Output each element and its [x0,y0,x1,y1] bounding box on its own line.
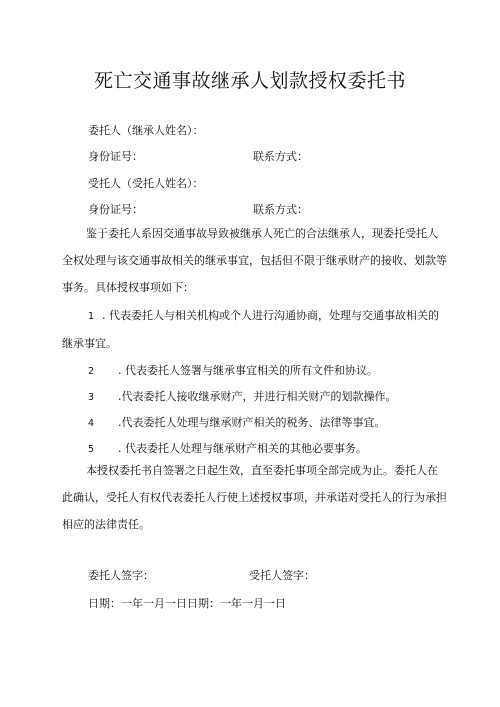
principal-name-label: 委托人（继承人姓名）： [88,124,204,137]
principal-signature-label: 委托人签字： [88,569,154,582]
item-number: 5 [88,444,95,455]
item-number: 3 [88,392,95,403]
item-text: .代表委托人接收继承财产，并进行相关财产的划款操作。 [118,390,397,403]
item-text: . 代表委托人与相关机构或个人进行沟通协商，处理与交通事故相关的继承事宜。 [62,309,439,350]
date-line: 日期：一年一月一日日期：一年一月一日 [88,597,286,610]
list-item [88,362,378,378]
closing-paragraph [62,457,447,538]
item-text: . 代表委托人签署与继承事宜相关的所有文件和协议。 [118,364,378,377]
agent-signature-label: 受托人签字： [249,569,315,582]
item-number: 1 [88,311,95,322]
closing-text: 本授权委托书自签署之日起生效，直至委托事项全部完成为止。委托人在此确认，受托人有权代表委托人行使上述授权事项，并承诺对受托人的行为承担相应的法律责任。 [62,464,447,531]
list-item [88,414,386,430]
intro-paragraph [62,220,447,301]
item-number: 2 [88,366,95,377]
list-item [88,388,397,404]
list-item [62,302,447,357]
principal-contact-label: 联系方式： [253,150,308,163]
item-number: 4 [88,418,95,429]
item-text: .代表委托人处理与继承财产相关的税务、法律等事宜。 [118,416,386,429]
principal-id-label: 身份证号： [88,150,143,163]
item-text: . 代表委托人处理与继承财产相关的其他必要事务。 [118,442,367,455]
list-item [88,440,367,456]
agent-name-label: 受托人（受托人姓名）： [88,177,204,190]
document-title: 死亡交通事故继承人划款授权委托书 [93,70,406,92]
agent-contact-label: 联系方式： [253,203,308,216]
agent-id-label: 身份证号： [88,203,143,216]
intro-text: 鉴于委托人系因交通事故导致被继承人死亡的合法继承人，现委托受托人全权处理与该交通事故相关的继承事宜，包括但不限于继承财产的接收、划款等事务。具体授权事项如下： [62,227,447,294]
